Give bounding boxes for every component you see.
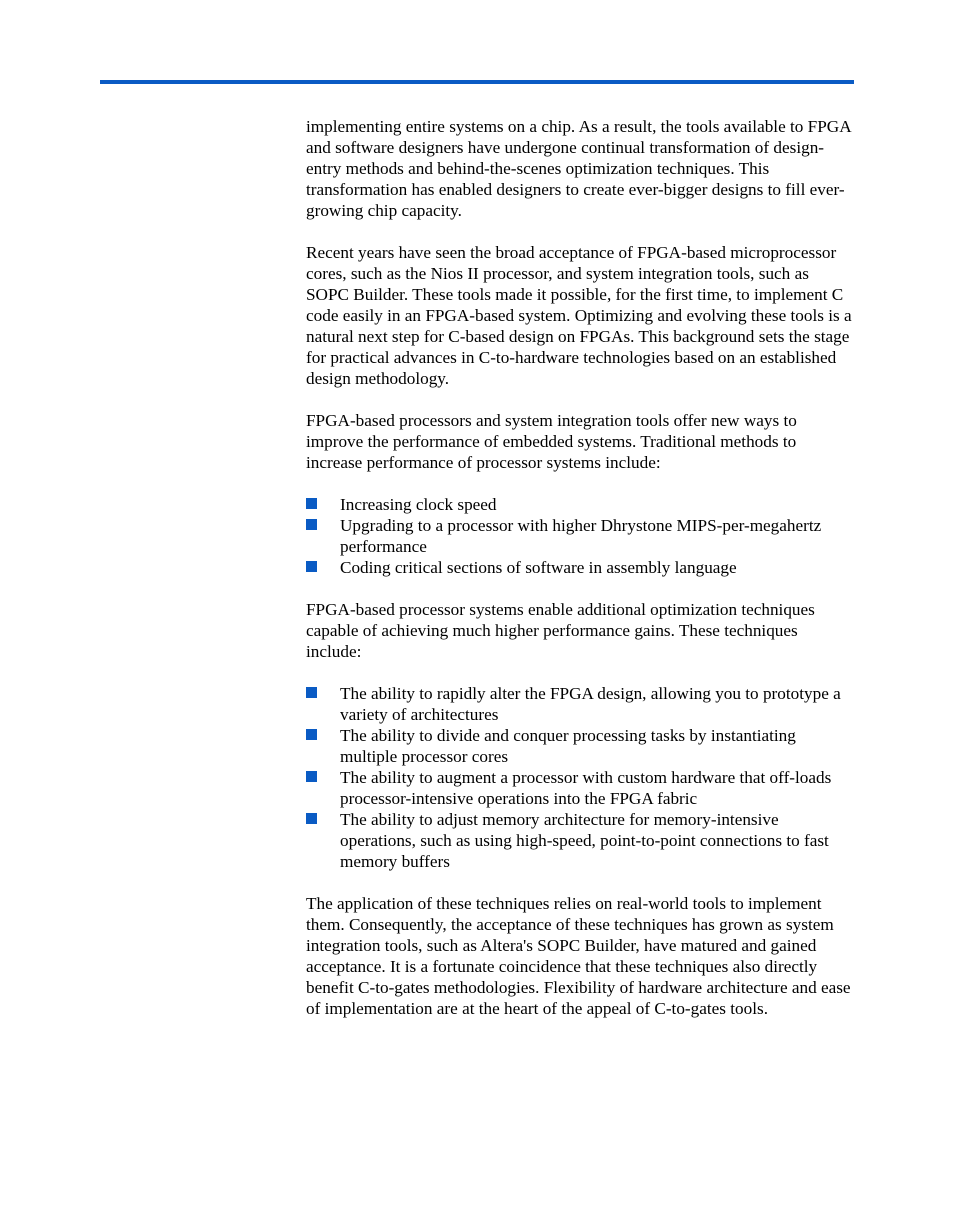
square-bullet-icon	[306, 498, 317, 509]
list-item	[306, 683, 854, 725]
square-bullet-icon	[306, 729, 317, 740]
header-rule	[100, 80, 854, 84]
paragraph: The application of these techniques relies on real-world tools to implement them. Consequently, the acceptance of these techniques has grown as system integration tools, such as Altera's SOPC Builder, have matured and gained acceptance. It is a fortunate coincidence that these techniques also directly benefit C-to-gates methodologies. Flexibility of hardware architecture and ease of implementation are at the heart of the appeal of C-to-gates tools.	[306, 894, 851, 1018]
list-item	[306, 515, 854, 557]
list-item	[306, 725, 854, 767]
list-item	[306, 557, 854, 578]
square-bullet-icon	[306, 771, 317, 782]
square-bullet-icon	[306, 519, 317, 530]
square-bullet-icon	[306, 561, 317, 572]
square-bullet-icon	[306, 813, 317, 824]
list-item-text: The ability to augment a processor with custom hardware that off-loads processor-intensive operations into the FPGA fabric	[340, 768, 832, 808]
optimization-techniques-list	[306, 683, 854, 872]
list-item-text: Increasing clock speed	[340, 495, 497, 514]
list-item	[306, 809, 854, 872]
list-item-text: The ability to rapidly alter the FPGA design, allowing you to prototype a variety of architectures	[340, 684, 841, 724]
paragraph: FPGA-based processor systems enable additional optimization techniques capable of achieving much higher performance gains. These techniques include:	[306, 600, 815, 661]
square-bullet-icon	[306, 687, 317, 698]
paragraph: Recent years have seen the broad acceptance of FPGA-based microprocessor cores, such as the Nios II processor, and system integration tools, such as SOPC Builder. These tools made it possible, for the first time, to implement C code easily in an FPGA-based system. Optimizing and evolving these tools is a natural next step for C-based design on FPGAs. This background sets the stage for practical advances in C-to-hardware technologies based on an established design methodology.	[306, 243, 852, 388]
list-item	[306, 494, 854, 515]
list-item	[306, 767, 854, 809]
list-item-text: Upgrading to a processor with higher Dhrystone MIPS-per-megahertz performance	[340, 516, 822, 556]
paragraph: FPGA-based processors and system integration tools offer new ways to improve the performance of embedded systems. Traditional methods to increase performance of processor systems include:	[306, 411, 797, 472]
list-item-text: Coding critical sections of software in assembly language	[340, 558, 737, 577]
traditional-methods-list	[306, 494, 854, 578]
paragraph: implementing entire systems on a chip. As a result, the tools available to FPGA and software designers have undergone continual transformation of design-entry methods and behind-the-scenes optimization techniques. This transformation has enabled designers to create ever-bigger designs to fill ever-growing chip capacity.	[306, 117, 851, 220]
document-body	[306, 116, 854, 1040]
list-item-text: The ability to adjust memory architecture for memory-intensive operations, such as using high-speed, point-to-point connections to fast memory buffers	[340, 810, 829, 871]
list-item-text: The ability to divide and conquer processing tasks by instantiating multiple processor cores	[340, 726, 796, 766]
